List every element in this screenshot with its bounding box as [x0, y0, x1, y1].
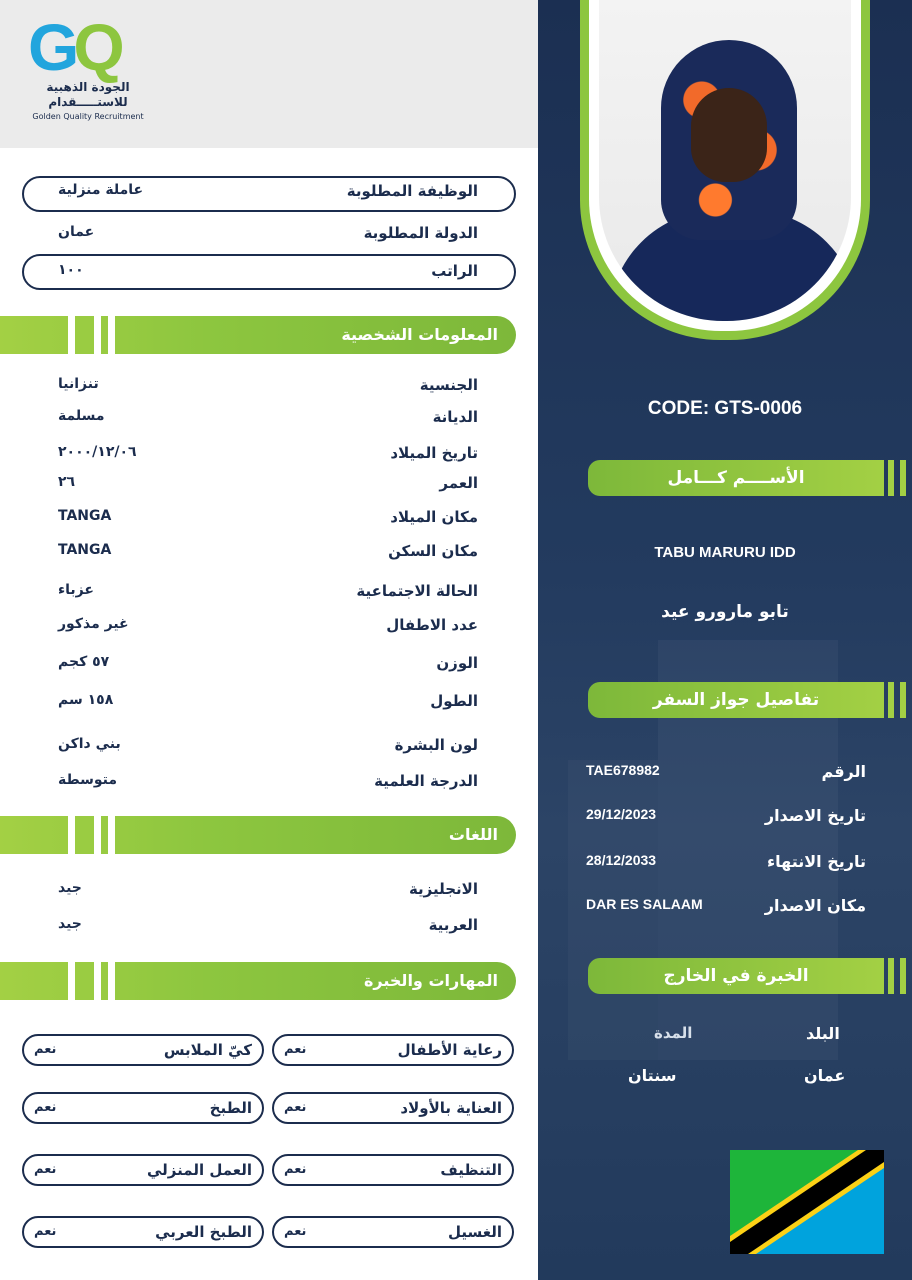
skills-title: المهارات والخبرة	[363, 971, 498, 990]
experience-banner	[588, 958, 884, 994]
job-value: عمان	[58, 224, 95, 240]
candidate-photo	[599, 0, 851, 321]
banner-stripes	[884, 958, 912, 994]
personal-row	[58, 376, 478, 400]
personal-label: تاريخ الميلاد	[390, 444, 478, 462]
passport-row-number: الرقم TAE678982	[586, 762, 866, 781]
personal-row	[58, 542, 478, 566]
personal-value: غير مذكور	[58, 616, 129, 632]
header	[0, 0, 538, 148]
personal-row	[58, 736, 478, 760]
personal-value: ١٥٨ سم	[58, 692, 114, 708]
job-label: الراتب	[431, 262, 478, 280]
personal-row	[58, 582, 478, 606]
personal-value: TANGA	[58, 508, 112, 524]
personal-row	[58, 408, 478, 432]
languages-title: اللغات	[448, 825, 498, 844]
personal-value: ٢٠٠٠/١٢/٠٦	[58, 444, 137, 460]
personal-label: الوزن	[436, 654, 478, 672]
logo-letter-g: G	[28, 10, 74, 84]
personal-label: الحالة الاجتماعية	[356, 582, 478, 600]
experience-duration: سنتان	[628, 1066, 677, 1085]
personal-value: مسلمة	[58, 408, 105, 424]
name-banner-title: الأســــم كـــامل	[667, 468, 805, 488]
personal-row	[58, 654, 478, 678]
passport-row-expiry-date: تاريخ الانتهاء 28/12/2033	[586, 852, 866, 871]
personal-row	[58, 474, 478, 498]
job-row-position	[58, 182, 478, 206]
personal-value: ٥٧ كجم	[58, 654, 110, 670]
candidate-code: CODE: GTS-0006	[647, 398, 803, 419]
personal-value: TANGA	[58, 542, 112, 558]
experience-title: الخبرة في الخارج	[663, 966, 809, 986]
language-value: جيد	[58, 916, 82, 932]
personal-label: الديانة	[432, 408, 478, 426]
skill-item: رعاية الأطفال نعم	[272, 1034, 514, 1066]
personal-banner	[0, 316, 516, 354]
logo	[28, 10, 158, 121]
personal-label: الطول	[430, 692, 478, 710]
skill-item: العمل المنزلي نعم	[22, 1154, 264, 1186]
personal-row	[58, 692, 478, 716]
logo-mark	[28, 10, 158, 84]
job-value: ١٠٠	[58, 262, 84, 278]
job-row-country	[58, 224, 478, 248]
logo-name-ar-2: للاستـــــقدام	[48, 95, 128, 109]
personal-row	[58, 444, 478, 468]
photo-frame	[580, 0, 870, 340]
job-value: عاملة منزلية	[58, 182, 144, 198]
personal-title: المعلومات الشخصية	[341, 325, 498, 344]
name-banner	[588, 460, 884, 496]
personal-value: ٢٦	[58, 474, 76, 490]
logo-name-ar-1: الجودة الذهبية	[46, 80, 130, 94]
candidate-name-en: TABU MARURU IDD	[654, 544, 796, 561]
logo-name-en: Golden Quality Recruitment	[32, 112, 144, 121]
logo-letter-q: Q	[73, 10, 119, 84]
skill-item: الطبخ نعم	[22, 1092, 264, 1124]
job-label: الدولة المطلوبة	[363, 224, 478, 242]
tanzania-flag-icon	[730, 1150, 884, 1254]
personal-row	[58, 508, 478, 532]
job-label: الوظيفة المطلوبة	[346, 182, 478, 200]
language-row-english	[58, 880, 478, 904]
personal-label: العمر	[439, 474, 478, 492]
skill-item: التنظيف نعم	[272, 1154, 514, 1186]
experience-duration-header: المدة	[654, 1024, 693, 1042]
passport-title: تفاصيل جواز السفر	[652, 690, 820, 710]
skill-item: الغسيل نعم	[272, 1216, 514, 1248]
skills-banner	[0, 962, 516, 1000]
passport-row-issue-date: تاريخ الاصدار 29/12/2023	[586, 806, 866, 825]
personal-value: بني داكن	[58, 736, 121, 752]
language-label: الانجليزية	[408, 880, 478, 898]
experience-country-header: البلد	[806, 1024, 840, 1043]
personal-value: متوسطة	[58, 772, 118, 788]
personal-label: مكان الميلاد	[390, 508, 478, 526]
personal-label: الدرجة العلمية	[374, 772, 478, 790]
personal-label: الجنسية	[419, 376, 478, 394]
experience-country: عمان	[804, 1066, 846, 1085]
banner-stripes	[884, 682, 912, 718]
personal-row	[58, 616, 478, 640]
skill-item: العناية بالأولاد نعم	[272, 1092, 514, 1124]
personal-label: مكان السكن	[388, 542, 478, 560]
language-label: العربية	[428, 916, 478, 934]
languages-banner	[0, 816, 516, 854]
candidate-name-ar: تابو مارورو عيد	[661, 602, 789, 622]
right-panel	[538, 0, 912, 1280]
personal-label: لون البشرة	[394, 736, 478, 754]
personal-row	[58, 772, 478, 796]
job-row-salary	[58, 262, 478, 286]
language-value: جيد	[58, 880, 82, 896]
personal-value: عزباء	[58, 582, 94, 598]
passport-row-issue-place: مكان الاصدار DAR ES SALAAM	[586, 896, 866, 915]
banner-stripes	[884, 460, 912, 496]
passport-banner	[588, 682, 884, 718]
language-row-arabic	[58, 916, 478, 940]
skill-item: كيّ الملابس نعم	[22, 1034, 264, 1066]
personal-value: تنزانيا	[58, 376, 99, 392]
skill-item: الطبخ العربي نعم	[22, 1216, 264, 1248]
personal-label: عدد الاطفال	[386, 616, 478, 634]
